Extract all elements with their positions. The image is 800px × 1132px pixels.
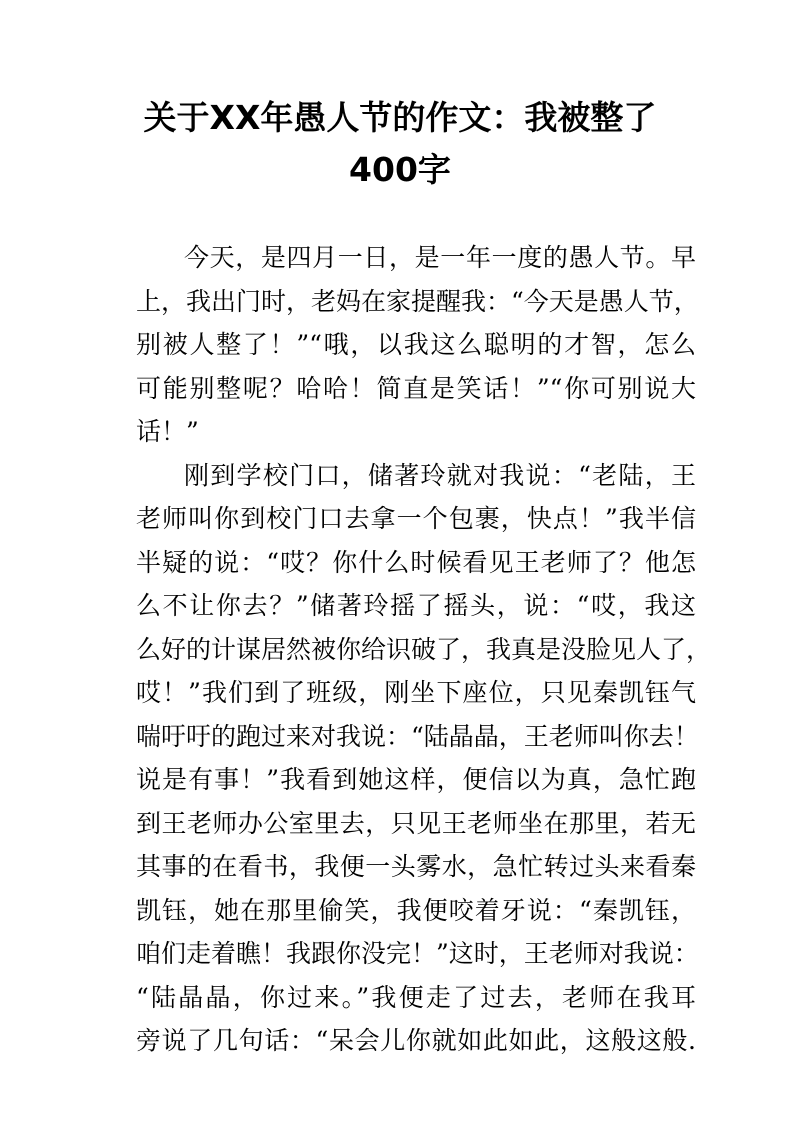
text-line: 老师叫你到校门口去拿一个包裹，快点！”我半信	[136, 504, 696, 533]
text-line: 喘吁吁的跑过来对我说：“陆晶晶，王老师叫你去！	[136, 721, 699, 751]
text-line: 么好的计谋居然被你给识破了，我真是没脸见人了，	[136, 634, 712, 664]
title-line-2: 400字	[349, 150, 451, 189]
text-line: 么不让你去？”储著玲摇了摇头，说：“哎，我这	[136, 591, 696, 620]
text-line: 刚到学校门口，储著玲就对我说：“老陆，王	[184, 460, 696, 490]
document-title	[0, 92, 800, 196]
title-line-1: 关于XX年愚人节的作文：我被整了	[143, 98, 657, 137]
text-line: 半疑的说：“哎？你什么时候看见王老师了？他怎	[136, 547, 696, 577]
text-line: 到王老师办公室里去，只见王老师坐在那里，若无	[136, 808, 696, 838]
text-line: 哎！”我们到了班级，刚坐下座位，只见秦凯钰气	[136, 678, 696, 707]
text-line: 别被人整了！”“哦，以我这么聪明的才智，怎么	[136, 330, 696, 359]
text-line: “陆晶晶，你过来。”我便走了过去，老师在我耳	[136, 982, 696, 1012]
text-line: 话！”	[136, 417, 199, 446]
document-body	[136, 236, 712, 1063]
text-line: 可能别整呢？哈哈！简直是笑话！”“你可别说大	[136, 373, 696, 403]
text-line: 说是有事！”我看到她这样，便信以为真，急忙跑	[136, 765, 696, 794]
paragraph-2	[136, 454, 712, 1063]
text-line: 今天，是四月一日，是一年一度的愚人节。早	[184, 243, 696, 272]
text-line: 凯钰，她在那里偷笑，我便咬着牙说：“秦凯钰，	[136, 895, 696, 925]
text-line: 咱们走着瞧！我跟你没完！”这时，王老师对我说：	[136, 939, 699, 968]
text-line: 其事的在看书，我便一头雾水，急忙转过头来看秦	[136, 852, 696, 881]
paragraph-1	[136, 236, 699, 454]
text-line: 上，我出门时，老妈在家提醒我：“今天是愚人节，	[136, 286, 699, 316]
text-line: 旁说了几句话：“呆会儿你就如此如此，这般这般.	[136, 1026, 696, 1055]
